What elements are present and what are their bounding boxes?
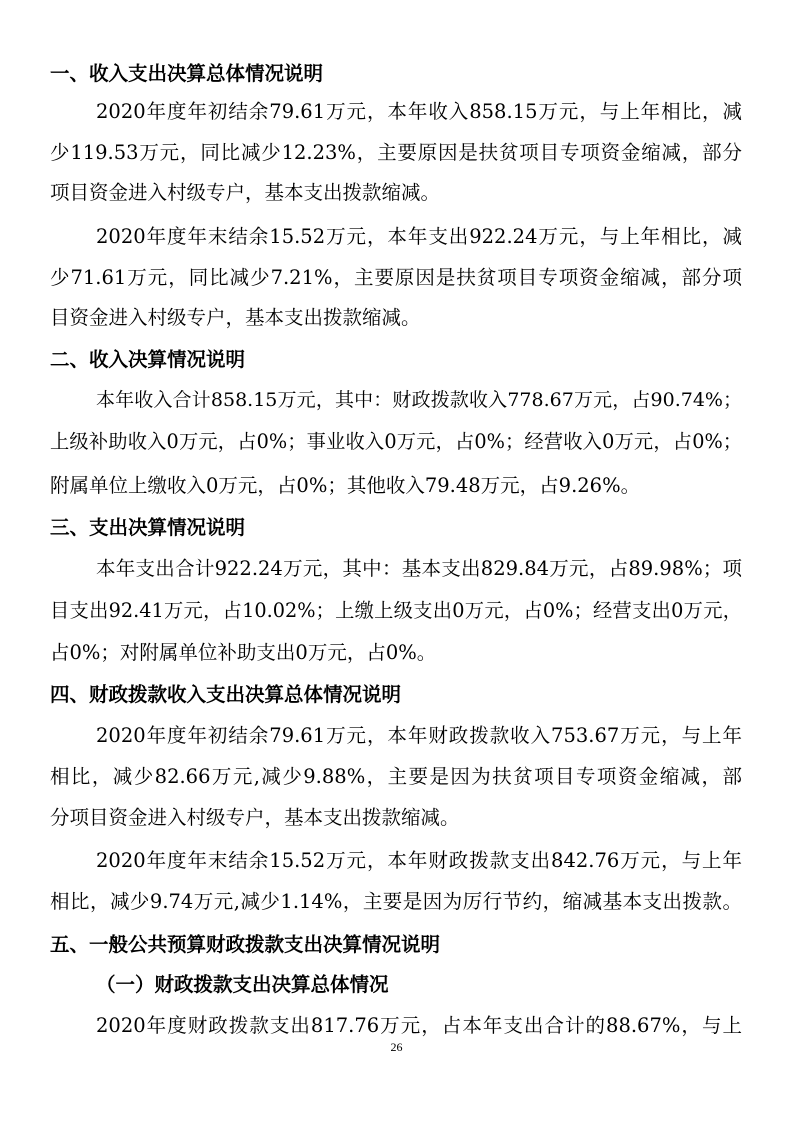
section-heading-1: 一、收入支出决算总体情况说明	[50, 62, 324, 85]
paragraph-line: 附属单位上缴收入0万元，占0%；其他收入79.48万元，占9.26%。	[50, 474, 641, 497]
section-heading-2: 二、收入决算情况说明	[50, 348, 246, 371]
paragraph-line: 2020年度年初结余79.61万元，本年收入858.15万元，与上年相比，减	[96, 100, 742, 123]
paragraph-line: 2020年度年末结余15.52万元，本年支出922.24万元，与上年相比，减	[96, 225, 742, 248]
paragraph-line: 相比，减少9.74万元,减少1.14%，主要是因为厉行节约，缩减基本支出拨款。	[50, 890, 742, 913]
section-heading-3: 三、支出决算情况说明	[50, 516, 246, 539]
paragraph-line: 本年收入合计858.15万元，其中：财政拨款收入778.67万元，占90.74%；	[96, 389, 742, 411]
paragraph-line: 占0%；对附属单位补助支出0万元，占0%。	[50, 641, 437, 664]
subsection-heading: （一）财政拨款支出决算总体情况	[96, 973, 389, 996]
paragraph-line: 相比，减少82.66万元,减少9.88%，主要是因为扶贫项目专项资金缩减，部	[50, 765, 742, 788]
paragraph-line: 上级补助收入0万元，占0%；事业收入0万元，占0%；经营收入0万元，占0%；	[50, 430, 742, 453]
section-heading-4: 四、财政拨款收入支出决算总体情况说明	[50, 683, 402, 706]
paragraph-line: 目支出92.41万元，占10.02%；上缴上级支出0万元，占0%；经营支出0万元，	[50, 599, 742, 622]
page-number: 26	[390, 1040, 403, 1054]
paragraph-line: 2020年度财政拨款支出817.76万元，占本年支出合计的88.67%，与上	[96, 1014, 742, 1037]
paragraph-line: 少71.61万元，同比减少7.21%，主要原因是扶贫项目专项资金缩减，部分项	[50, 266, 742, 289]
paragraph-line: 2020年度年初结余79.61万元，本年财政拨款收入753.67万元，与上年	[96, 724, 742, 747]
section-heading-5: 五、一般公共预算财政拨款支出决算情况说明	[50, 933, 441, 956]
paragraph-line: 2020年度年末结余15.52万元，本年财政拨款支出842.76万元，与上年	[96, 849, 742, 872]
paragraph-line: 少119.53万元，同比减少12.23%，主要原因是扶贫项目专项资金缩减，部分	[50, 141, 742, 164]
paragraph-line: 本年支出合计922.24万元，其中：基本支出829.84万元，占89.98%；项	[96, 557, 742, 580]
paragraph-line: 目资金进入村级专户，基本支出拨款缩减。	[50, 306, 421, 329]
paragraph-line: 项目资金进入村级专户，基本支出拨款缩减。	[50, 181, 441, 204]
paragraph-line: 分项目资金进入村级专户，基本支出拨款缩减。	[50, 806, 460, 829]
